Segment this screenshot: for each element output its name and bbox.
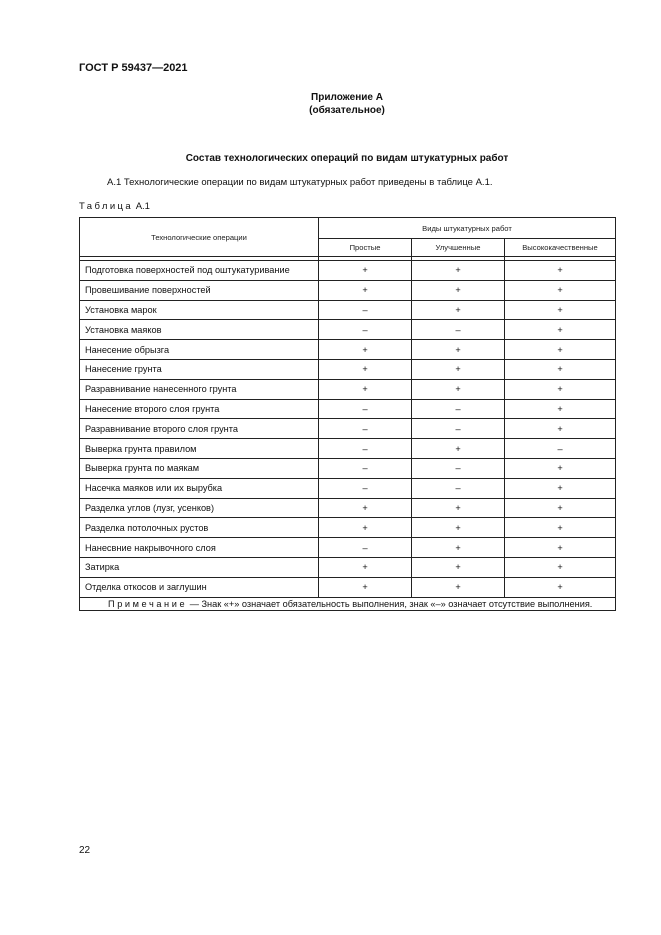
simple-mark: +: [319, 261, 412, 281]
table-row: [80, 419, 616, 439]
simple-mark: +: [319, 359, 412, 379]
table-row: [80, 300, 616, 320]
standard-number: ГОСТ Р 59437—2021: [79, 62, 188, 74]
high-quality-mark: +: [505, 419, 616, 439]
improved-mark: +: [412, 340, 505, 360]
high-quality-mark: +: [505, 359, 616, 379]
table-row: [80, 557, 616, 577]
simple-mark: +: [319, 557, 412, 577]
operation-cell: Подготовка поверхностей под оштукатуривание: [80, 261, 319, 281]
operation-cell: Отделка откосов и заглушин: [80, 577, 319, 597]
improved-mark: –: [412, 399, 505, 419]
high-quality-mark: +: [505, 557, 616, 577]
simple-mark: +: [319, 518, 412, 538]
simple-mark: +: [319, 379, 412, 399]
improved-mark: –: [412, 419, 505, 439]
simple-mark: –: [319, 538, 412, 558]
operation-cell: Разравнивание второго слоя грунта: [80, 419, 319, 439]
operation-cell: Затирка: [80, 557, 319, 577]
improved-mark: +: [412, 577, 505, 597]
table-row: [80, 359, 616, 379]
col-header-operation: Технологические операции: [80, 218, 319, 257]
high-quality-mark: +: [505, 458, 616, 478]
high-quality-mark: –: [505, 439, 616, 459]
operation-cell: Нанесение обрызга: [80, 340, 319, 360]
table-row: [80, 498, 616, 518]
table-caption-number: А.1: [135, 201, 150, 212]
operation-cell: Выверка грунта правилом: [80, 439, 319, 459]
table-row: [80, 340, 616, 360]
operation-cell: Нанесвние накрывочного слоя: [80, 538, 319, 558]
simple-mark: –: [319, 399, 412, 419]
high-quality-mark: +: [505, 478, 616, 498]
improved-mark: +: [412, 439, 505, 459]
operation-cell: Разделка углов (лузг, усенков): [80, 498, 319, 518]
table-row: [80, 478, 616, 498]
table-row: [80, 261, 616, 281]
high-quality-mark: +: [505, 379, 616, 399]
table-row: [80, 538, 616, 558]
operation-cell: Нанесение грунта: [80, 359, 319, 379]
operation-cell: Нанесение второго слоя грунта: [80, 399, 319, 419]
table-note: [80, 597, 616, 610]
high-quality-mark: +: [505, 340, 616, 360]
high-quality-mark: +: [505, 538, 616, 558]
high-quality-mark: +: [505, 498, 616, 518]
improved-mark: –: [412, 320, 505, 340]
operation-cell: Установка марок: [80, 300, 319, 320]
col-header-work-types: Виды штукатурных работ: [319, 218, 616, 239]
high-quality-mark: +: [505, 300, 616, 320]
appendix-title: Приложение А: [311, 92, 383, 103]
page-number: 22: [79, 845, 91, 856]
high-quality-mark: +: [505, 261, 616, 281]
simple-mark: +: [319, 498, 412, 518]
improved-mark: +: [412, 518, 505, 538]
improved-mark: +: [412, 300, 505, 320]
table-row: [80, 399, 616, 419]
high-quality-mark: +: [505, 280, 616, 300]
simple-mark: +: [319, 340, 412, 360]
improved-mark: +: [412, 280, 505, 300]
improved-mark: +: [412, 359, 505, 379]
col-header-improved: Улучшенные: [412, 239, 505, 257]
simple-mark: –: [319, 419, 412, 439]
note-label: Примечание: [108, 598, 188, 609]
operation-cell: Установка маяков: [80, 320, 319, 340]
appendix-status: (обязательное): [309, 105, 385, 116]
operation-cell: Разделка потолочных рустов: [80, 518, 319, 538]
table-row: [80, 458, 616, 478]
col-header-simple: Простые: [319, 239, 412, 257]
table-caption: [79, 201, 150, 212]
intro-paragraph: А.1 Технологические операции по видам штукатурных работ приведены в таблице А.1.: [107, 177, 493, 188]
improved-mark: +: [412, 379, 505, 399]
high-quality-mark: +: [505, 518, 616, 538]
table-row: [80, 577, 616, 597]
improved-mark: –: [412, 458, 505, 478]
simple-mark: +: [319, 280, 412, 300]
table-row: [80, 280, 616, 300]
operation-cell: Разравнивание нанесенного грунта: [80, 379, 319, 399]
table-row: [80, 379, 616, 399]
improved-mark: +: [412, 557, 505, 577]
operation-cell: Провешивание поверхностей: [80, 280, 319, 300]
operation-cell: Насечка маяков или их вырубка: [80, 478, 319, 498]
table-caption-label: Таблица: [79, 201, 134, 212]
table-row: [80, 518, 616, 538]
high-quality-mark: +: [505, 399, 616, 419]
operations-table: [79, 217, 616, 611]
section-title: Состав технологических операций по видам штукатурных работ: [185, 153, 509, 164]
improved-mark: +: [412, 261, 505, 281]
simple-mark: –: [319, 478, 412, 498]
simple-mark: –: [319, 458, 412, 478]
simple-mark: –: [319, 300, 412, 320]
operation-cell: Выверка грунта по маякам: [80, 458, 319, 478]
table-row: [80, 320, 616, 340]
note-text: — Знак «+» означает обязательность выполнения, знак «–» означает отсутствие выполнения.: [187, 598, 593, 609]
high-quality-mark: +: [505, 320, 616, 340]
high-quality-mark: +: [505, 577, 616, 597]
table-row: [80, 439, 616, 459]
improved-mark: –: [412, 478, 505, 498]
simple-mark: –: [319, 439, 412, 459]
col-header-high-quality: Высококачественные: [505, 239, 616, 257]
improved-mark: +: [412, 538, 505, 558]
simple-mark: –: [319, 320, 412, 340]
simple-mark: +: [319, 577, 412, 597]
improved-mark: +: [412, 498, 505, 518]
